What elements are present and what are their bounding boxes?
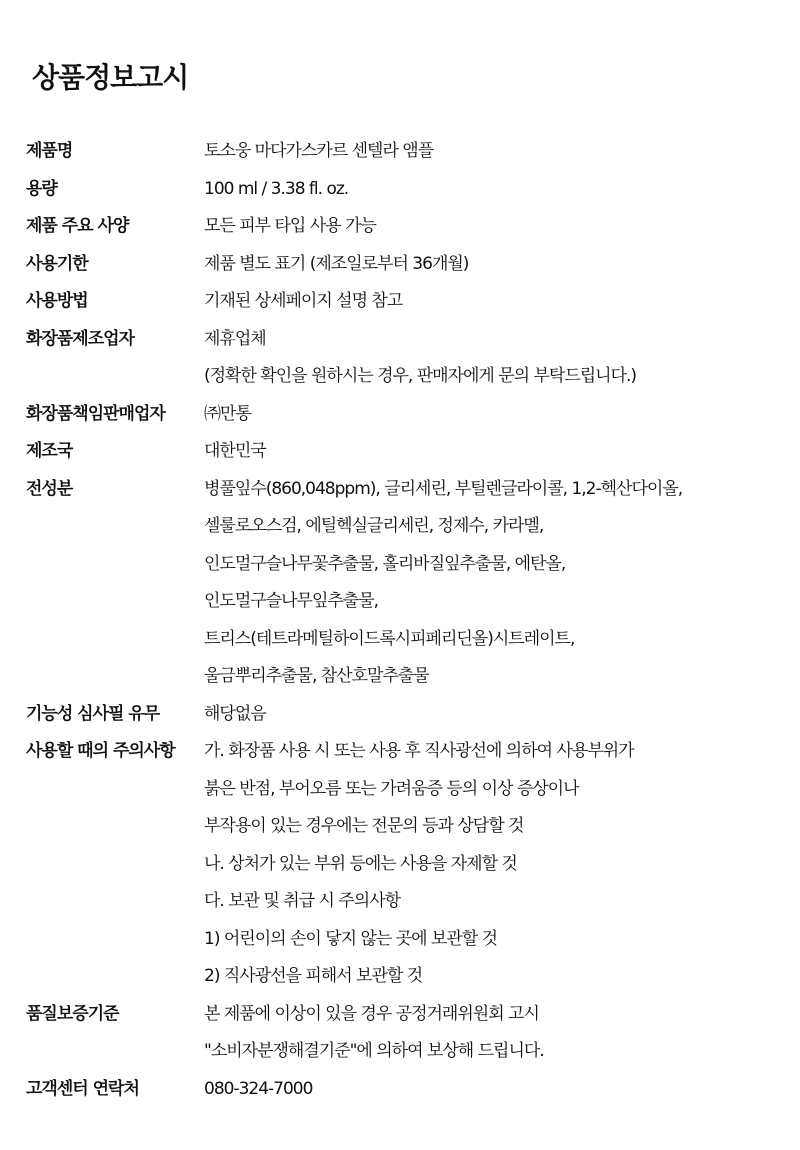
info-value-line: 080-324-7000 [204, 1078, 313, 1099]
info-row [26, 133, 786, 171]
info-value-line: 1) 어린이의 손이 닿지 않는 곳에 보관할 것 [204, 928, 498, 949]
info-label: 고객센터 연락처 [26, 1078, 139, 1099]
info-value-line: 해당없음 [204, 703, 266, 724]
info-value-line: 2) 직사광선을 피해서 보관할 것 [204, 966, 423, 986]
info-value-line: 트리스(테트라메틸하이드록시피페리딘올)시트레이트, [204, 628, 575, 649]
info-value-line: 가. 화장품 사용 시 또는 사용 후 직사광선에 의하여 사용부위가 [204, 741, 634, 761]
info-label: 사용방법 [26, 291, 88, 311]
info-row [26, 996, 786, 1071]
info-value [204, 396, 786, 434]
product-info-table [26, 133, 786, 1108]
info-value-line: 부작용이 있는 경우에는 전문의 등과 상담할 것 [204, 816, 524, 836]
info-value-line: 모든 피부 타입 사용 가능 [204, 216, 376, 236]
info-label: 제조국 [26, 441, 73, 461]
info-value [204, 733, 786, 996]
page-title: 상품정보고시 [32, 61, 189, 94]
info-row [26, 283, 786, 321]
info-label: 화장품책임판매업자 [26, 403, 165, 424]
info-row [26, 396, 786, 434]
info-label: 전성분 [26, 478, 73, 499]
info-value [204, 321, 786, 396]
info-value [204, 471, 786, 696]
info-value-line: ㈜만통 [204, 403, 251, 424]
info-value-line: 셀룰로오스검, 에틸헥실글리세린, 정제수, 카라멜, [204, 516, 544, 536]
info-value-line: 대한민국 [204, 441, 266, 461]
info-value [204, 696, 786, 734]
info-value [204, 433, 786, 471]
info-value-line: 울금뿌리추출물, 참산호말추출물 [204, 666, 429, 686]
info-label: 화장품제조업자 [26, 328, 134, 349]
info-value-line: 다. 보관 및 취급 시 주의사항 [204, 891, 401, 911]
info-value-line: 기재된 상세페이지 설명 참고 [204, 291, 403, 311]
info-value-line: 병풀잎수(860,048ppm), 글리세린, 부틸렌글라이콜, 1,2-헥산다이올, [204, 478, 683, 499]
info-value-line: 100 ml / 3.38 fl. oz. [204, 178, 349, 199]
info-value [204, 171, 786, 209]
info-value [204, 246, 786, 284]
info-value [204, 208, 786, 246]
info-label: 용량 [26, 178, 57, 199]
info-value-line: (정확한 확인을 원하시는 경우, 판매자에게 문의 부탁드립니다.) [204, 366, 637, 386]
info-value-line: 제휴업체 [204, 328, 266, 349]
info-label: 품질보증기준 [26, 1003, 119, 1024]
info-value-line: 인도멀구슬나무꽃추출물, 홀리바질잎추출물, 에탄올, [204, 553, 566, 574]
info-row [26, 696, 786, 734]
info-value [204, 133, 786, 171]
info-label: 제품 주요 사양 [26, 216, 129, 236]
info-label: 사용기한 [26, 253, 88, 274]
info-label: 사용할 때의 주의사항 [26, 741, 175, 761]
info-row [26, 733, 786, 996]
info-label: 제품명 [26, 141, 73, 161]
info-row [26, 208, 786, 246]
info-value [204, 1071, 786, 1109]
info-value [204, 283, 786, 321]
info-value-line: 붉은 반점, 부어오름 또는 가려움증 등의 이상 증상이나 [204, 778, 579, 799]
info-row [26, 433, 786, 471]
info-value-line: 본 제품에 이상이 있을 경우 공정거래위원회 고시 [204, 1003, 539, 1024]
info-value [204, 996, 786, 1071]
info-row [26, 321, 786, 396]
info-value-line: 제품 별도 표기 (제조일로부터 36개월) [204, 253, 469, 274]
info-row [26, 471, 786, 696]
info-row [26, 171, 786, 209]
info-label: 기능성 심사필 유무 [26, 703, 160, 724]
info-value-line: "소비자분쟁해결기준"에 의하여 보상해 드립니다. [204, 1041, 544, 1061]
info-row [26, 246, 786, 284]
info-value-line: 인도멀구슬나무잎추출물, [204, 591, 379, 611]
info-row [26, 1071, 786, 1109]
info-value-line: 나. 상처가 있는 부위 등에는 사용을 자제할 것 [204, 853, 517, 874]
info-value-line: 토소웅 마다가스카르 센텔라 앰플 [204, 141, 434, 161]
